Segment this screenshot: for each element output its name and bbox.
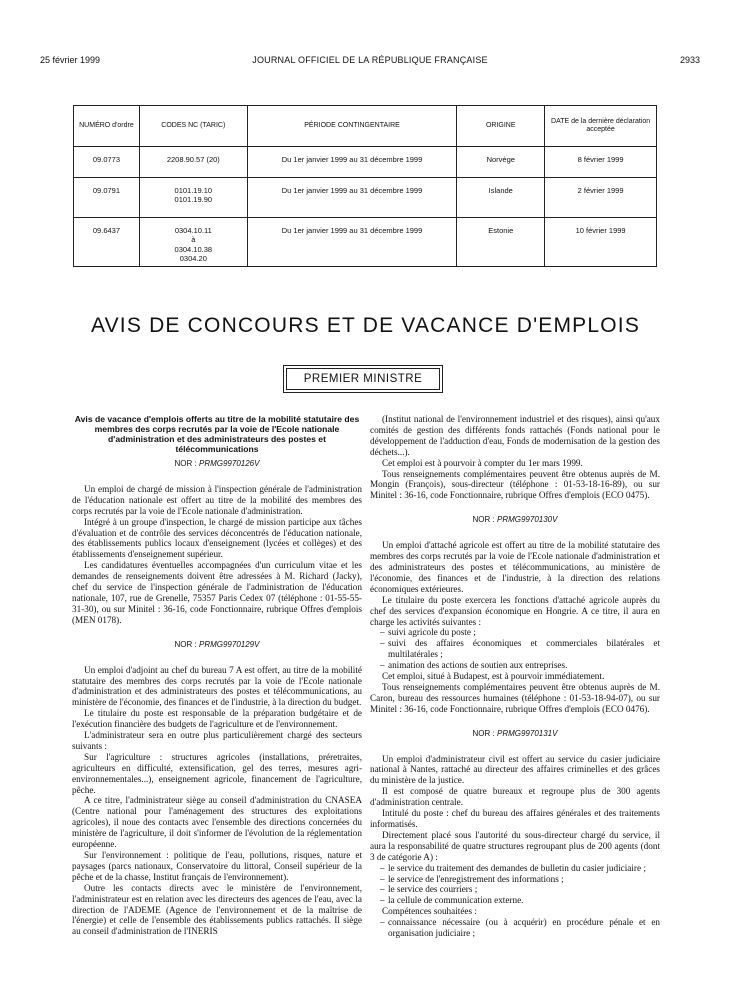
left-column — [72, 414, 362, 937]
paragraph: Intitulé du poste : chef du bureau des affaires générales et des traitements informatisés. — [370, 808, 660, 829]
cell-numero: 09.6437 — [74, 218, 140, 267]
code-line: 0304.10.11 — [174, 226, 212, 235]
cell-date: 2 février 1999 — [545, 178, 657, 218]
column-header: NUMÉRO d'ordre — [74, 106, 140, 147]
nor-reference — [72, 459, 362, 470]
paragraph: Il est composé de quatre bureaux et regroupe plus de 300 agents d'administration centrale. — [370, 786, 660, 808]
cell-origine: Norvège — [457, 147, 545, 178]
cell-numero: 09.0791 — [74, 178, 140, 218]
list-item: – suivi agricole du poste ; — [380, 627, 660, 638]
page-header — [40, 55, 700, 69]
paragraph: Tous renseignements complémentaires peuvent être obtenus auprès de M. Caron, bureau des ressources humaines (téléphone : 01-53-18-94-07), ou sur Minitel : 36-16, code Fonctionnaire, rubrique Offres d'emplois (ECO 0476). — [370, 681, 660, 714]
paragraph: (Institut national de l'environnement industriel et des risques), ainsi qu'aux comités de gestion des différents fonds rattachés (Fonds national pour le développement de l'adduction d'eau, Fonds de modernisation de la gestion des déchets...). — [370, 414, 660, 457]
cell-origine: Islande — [457, 178, 545, 218]
cell-codes — [139, 147, 247, 178]
paragraph: Outre les contacts directs avec le ministère de l'environnement, l'administrateur est en relation avec les directeurs des agences de l'eau, avec la direction de l'ADEME (Agence de l'environnement et de la maîtrise de l'énergie) et celle de l'ensemble des établissements publics rattachés. Il siège au conseil d'administration de l'INERIS — [72, 882, 362, 937]
paragraph: Cet emploi, situé à Budapest, est à pourvoir immédiatement. — [382, 671, 605, 682]
cell-periode: Du 1er janvier 1999 au 31 décembre 1999 — [247, 178, 457, 218]
paragraph: Sur l'agriculture : structures agricoles (installations, préretraites, agriculteurs en difficulté, extensification, gel des terres, mesures agri-environnementales...), enseignement agricole, financement de l'agriculture, pêche. — [72, 751, 362, 795]
right-column — [370, 414, 660, 939]
column-header: ORIGINE — [457, 106, 545, 147]
section-title: PREMIER MINISTRE — [286, 368, 440, 390]
code-line: 0101.19.10 — [174, 186, 213, 195]
table-row — [74, 218, 657, 267]
nor-label: NOR : — [472, 515, 495, 525]
activity-list — [370, 627, 660, 671]
nor-code: PRMG9970126V — [198, 459, 260, 468]
cell-date: 8 février 1999 — [545, 147, 657, 178]
list-item: – la cellule de communication externe. — [380, 895, 660, 906]
nor-reference — [370, 729, 660, 740]
list-item: – le service des courriers ; — [380, 884, 660, 895]
code-line: 2208.90.57 (20) — [166, 155, 220, 164]
structure-list — [370, 863, 660, 907]
list-item: – animation des actions de soutien aux entreprises. — [380, 660, 660, 671]
list-item: – connaissance nécessaire (ou à acquérir) en procédure pénale et en organisation judiciaire ; — [380, 917, 660, 939]
column-header: CODES NC (TARIC) — [139, 106, 247, 147]
code-line: 0304.10.38 — [174, 244, 213, 254]
skills-list — [370, 917, 660, 939]
nor-reference — [72, 640, 362, 651]
table-row — [74, 147, 657, 178]
paragraph: Tous renseignements complémentaires peuvent être obtenus auprès de M. Mongin (François), sous-directeur (téléphone : 01-53-18-16-89), ou sur Minitel : 36-16, code Fonctionnaire, rubrique Offres d'emplois (ECO 0475). — [370, 468, 660, 501]
column-header: PÉRIODE CONTINGENTAIRE — [247, 106, 457, 147]
code-line: 0304.20 — [179, 254, 207, 264]
paragraph: Un emploi d'administrateur civil est offert au service du casier judiciaire national à Nantes, rattaché au directeur des affaires criminelles et des grâces du ministère de la justice. — [370, 753, 660, 786]
code-line: 0101.19.90 — [174, 195, 213, 205]
paragraph: Les candidatures éventuelles accompagnées d'un curriculum vitae et les demandes de renseignements doivent être adressées à M. Richard (Jacky), chef du service de l'inspection générale de l'administration de l'éducation nationale, 107, rue de Grenelle, 75357 Paris Cedex 07 (téléphone : 01-55-55-31-30), ou sur Minitel : 36-16, code Fonctionnaire, rubrique Offres d'emplois (MEN 0178). — [72, 560, 362, 625]
header-journal-title: JOURNAL OFFICIEL DE LA RÉPUBLIQUE FRANÇAISE — [252, 55, 488, 65]
column-header: DATE de la dernière déclaration acceptée — [545, 106, 657, 147]
notice-heading: Avis de vacance d'emplois offerts au titre de la mobilité statutaire des membres des corps recrutés par la voie de l'Ecole nationale d'administration et des administrateurs des postes et télécommunications — [74, 414, 360, 454]
quota-table — [73, 105, 657, 267]
paragraph: Un emploi d'attaché agricole est offert au titre de la mobilité statutaire des membres des corps recrutés par la voie de l'Ecole nationale d'administration et des administrateurs des postes et télécommunications, au ministère de l'économie, des finances et de l'industrie, à la direction des relations économiques extérieures. — [370, 540, 660, 594]
paragraph: Le titulaire du poste est responsable de la préparation budgétaire et de l'exécution financière des budgets de l'agriculture et de l'environnement. — [72, 708, 362, 730]
nor-code: PRMG9970131V — [496, 728, 558, 738]
paragraph: Un emploi d'adjoint au chef du bureau 7 A est offert, au titre de la mobilité statutaire des membres des corps recrutés par la voie de l'Ecole nationale d'administration et des administrateurs des postes et télécommunications, au ministère de l'économie, des finances et de l'industrie, à la direction du budget. — [72, 664, 362, 708]
main-title: AVIS DE CONCOURS ET DE VACANCE D'EMPLOIS — [90, 314, 641, 337]
paragraph: Le titulaire du poste exercera les fonctions d'attaché agricole auprès du chef des services d'expansion économique en Hongrie. A ce titre, il aura en charge les activités suivantes : — [370, 594, 660, 627]
nor-code: PRMG9970130V — [496, 515, 558, 525]
paragraph: Directement placé sous l'autorité du sous-directeur chargé du service, il aura la responsabilité de quatre structures regroupant plus de 200 agents (dont 3 de catégorie A) : — [370, 829, 660, 862]
paragraph: A ce titre, l'administrateur siège au conseil d'administration du CNASEA (Centre national pour l'aménagement des structures des exploitations agricoles), il noue des contacts avec l'ensemble des directions concernées du ministère de l'agriculture, il doit s'informer de l'évolution de la réglementation européenne. — [72, 795, 362, 850]
header-page-number: 2933 — [679, 55, 700, 65]
paragraph: L'administrateur sera en outre plus particulièrement chargé des secteurs suivants : — [72, 730, 362, 751]
code-line: à — [191, 235, 196, 245]
cell-codes — [139, 178, 247, 218]
list-item: – le service du traitement des demandes de bulletin du casier judiciaire ; — [380, 863, 660, 874]
nor-code: PRMG9970129V — [198, 639, 260, 649]
cell-periode: Du 1er janvier 1999 au 31 décembre 1999 — [247, 218, 457, 267]
cell-codes — [139, 218, 247, 267]
nor-label: NOR : — [174, 459, 197, 468]
nor-reference — [370, 515, 660, 526]
paragraph: Cet emploi est à pourvoir à compter du 1er mars 1999. — [382, 457, 583, 468]
cell-periode: Du 1er janvier 1999 au 31 décembre 1999 — [247, 147, 457, 178]
paragraph: Intégré à un groupe d'inspection, le chargé de mission participe aux tâches d'évaluation et de contrôle des services déconcentrés de l'éducation nationale, des établissements publics locaux d'enseignement (lycées et collèges) et des établissements d'enseignement supérieur. — [72, 516, 362, 560]
nor-label: NOR : — [174, 639, 197, 649]
cell-origine: Estonie — [457, 218, 545, 267]
cell-numero: 09.0773 — [74, 147, 140, 178]
cell-date: 10 février 1999 — [545, 218, 657, 267]
paragraph: Sur l'environnement : politique de l'eau, pollutions, risques, nature et paysages (parcs nationaux, Conservatoire du littoral, Conseil supérieur de la pêche et de la chasse, Institut français de l'environnement). — [72, 850, 362, 882]
list-item: – suivi des affaires économiques et commerciales bilatérales et multilatérales ; — [380, 638, 660, 660]
table-row — [74, 178, 657, 218]
nor-label: NOR : — [472, 728, 495, 738]
paragraph: Compétences souhaitées : — [382, 906, 477, 917]
paragraph: Un emploi de chargé de mission à l'inspection générale de l'administration de l'éducation nationale est offert au titre de la mobilité des membres des corps recrutés par la voie de l'Ecole nationale d'administration. — [72, 483, 362, 516]
header-date: 25 février 1999 — [40, 55, 101, 65]
list-item: – le service de l'enregistrement des informations ; — [380, 874, 660, 885]
table-header-row — [74, 106, 657, 147]
